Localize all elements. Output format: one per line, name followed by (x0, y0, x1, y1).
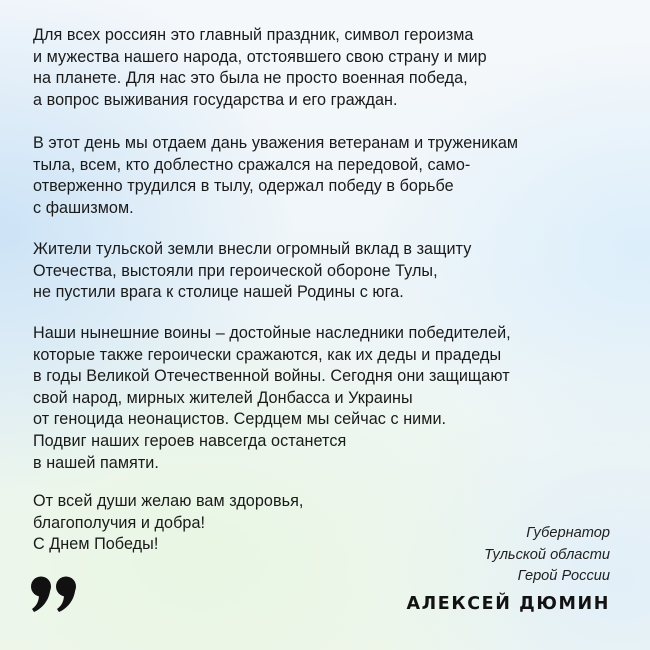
text-line: Жители тульской земли внесли огромный вклад в защиту (33, 240, 472, 258)
signature-title (484, 523, 610, 588)
text-line: тыла, всем, кто доблестно сражался на передовой, само- (33, 155, 471, 174)
text-line: В этот день мы отдаем дань уважения ветеранам и труженикам (33, 134, 519, 152)
text-line: благополучия и добра! (33, 513, 206, 532)
signature-honor: Герой России (517, 568, 610, 584)
paragraph-current-soldiers (33, 323, 623, 474)
quote-mark-icon (30, 576, 80, 614)
text-line: свой народ, мирных жителей Донбасса и Украины (33, 388, 413, 407)
text-line: Для всех россиян это главный праздник, символ героизма (33, 26, 474, 44)
signature-region: Тульской области (484, 546, 610, 563)
text-line: отверженно трудился в тылу, одержал победу в борьбе (33, 177, 454, 196)
text-line: а вопрос выживания государства и его граждан. (33, 90, 398, 109)
signature-position: Губернатор (526, 525, 610, 541)
paragraph-tribute (33, 133, 623, 219)
text-line: Отечества, выстояли при героической обороне Тулы, (33, 261, 438, 280)
paragraph-tula-contribution (33, 239, 623, 304)
text-line: от геноцида неонацистов. Сердцем мы сейчас с ними. (33, 410, 447, 429)
quote-mark-glyphs (31, 577, 76, 613)
signature-name: АЛЕКСЕЙ ДЮМИН (406, 594, 610, 614)
text-line: С Днем Победы! (33, 535, 159, 554)
text-line: в нашей памяти. (33, 453, 159, 472)
text-line: не пустили врага к столице нашей Родины с юга. (33, 283, 404, 302)
text-line: которые также героически сражаются, как их деды и прадеды (33, 345, 502, 364)
text-line: с фашизмом. (33, 198, 134, 217)
text-line: Подвиг наших героев навсегда останется (33, 431, 347, 450)
text-line: Наши нынешние воины – достойные наследники победителей, (33, 324, 511, 342)
paragraph-holiday-meaning (33, 25, 623, 111)
text-line: и мужества нашего народа, отстоявшего свою страну и мир (33, 47, 487, 66)
text-line: на планете. Для нас это была не просто военная победа, (33, 69, 468, 88)
text-line: в годы Великой Отечественной войны. Сегодня они защищают (33, 367, 510, 386)
text-line: От всей души желаю вам здоровья, (33, 492, 304, 510)
